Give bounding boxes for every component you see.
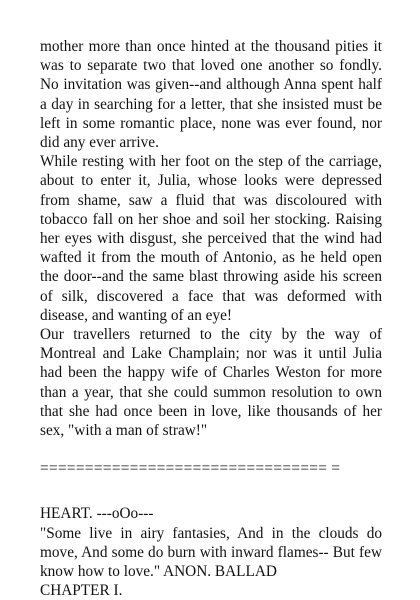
blank-space [40, 478, 382, 504]
section-heading: HEART. ---oOo--- [40, 505, 154, 523]
paragraph-2: While resting with her foot on the step of the carriage, about to enter it, Julia, whose looks were depressed from shame, saw a fluid that was discoloured with tobacco fall on her shoe and soil her stocking. Raising her eyes with disgust, she perceived that the wind had wafted it from the mouth of Antonio, as he held open the door--and the same blast throwing aside his screen of silk, discovered a face that was deformed with disease, and wanting of an eye! [40, 153, 382, 324]
document-page [40, 37, 382, 600]
section-divider: ================================ = [40, 460, 341, 478]
chapter-title: CHAPTER I. [40, 582, 123, 600]
paragraph-1: mother more than once hinted at the thousand pities it was to separate two that loved one another so fondly. No invitation was given--and although Anna spent half a day in searching for a letter, that she insisted must be left in some romantic place, none was ever found, nor did any ever arrive. [40, 38, 382, 152]
epigraph: "Some live in airy fantasies, And in the clouds do move, And some do burn with inward flames-- But few know how to love." ANON. BALLAD [40, 524, 382, 581]
paragraph-3: Our travellers returned to the city by the way of Montreal and Lake Champlain; nor was it until Julia had been the happy wife of Charles Weston for more than a year, that she could summon resolution to own that she had once been in love, like thousands of her sex, "with a man of straw!" [40, 326, 382, 440]
